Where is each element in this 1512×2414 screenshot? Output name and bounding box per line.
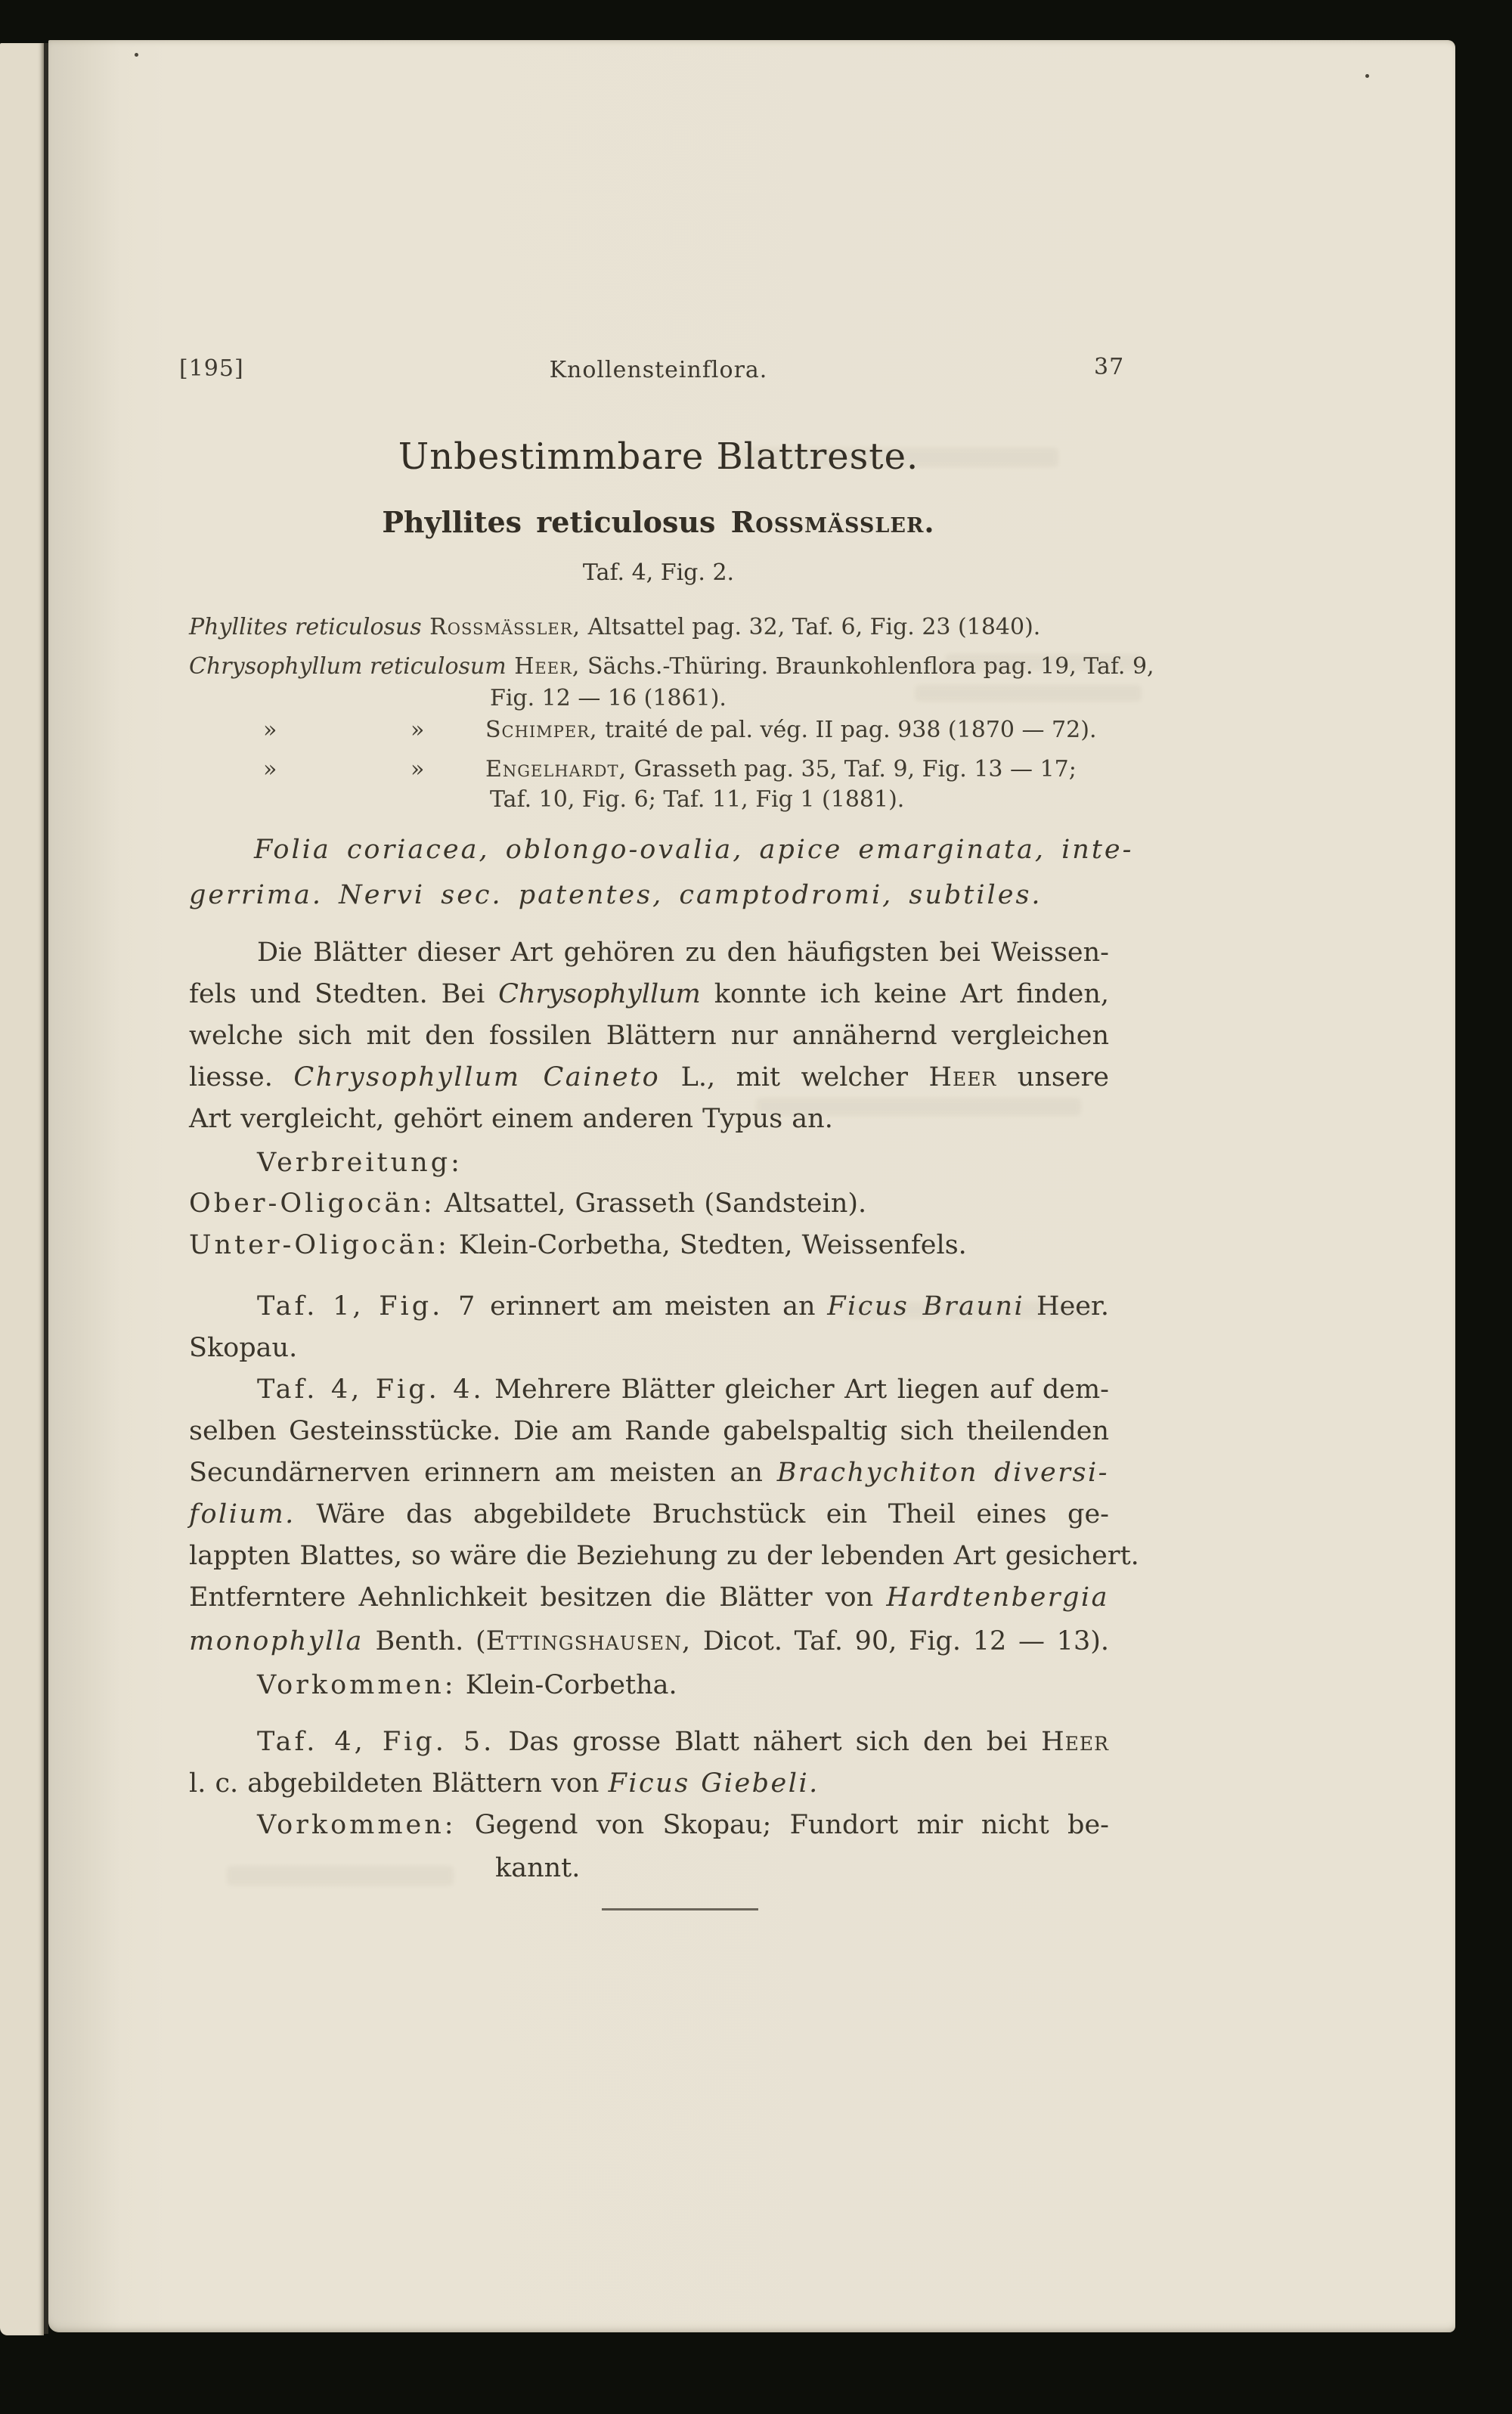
synonym-citation: Altsattel pag. 32, Taf. 6, Fig. 23 (1840).: [581, 614, 1041, 640]
author-name: Heer.: [1024, 1291, 1110, 1322]
body-text: l. c. abgebildeten Blättern von: [189, 1768, 609, 1799]
body-line: [189, 1061, 1109, 1095]
body-text: Wäre das abgebildete Bruchstück ein Theil eines ge-: [295, 1499, 1109, 1529]
synonym-taxon: Phyllites reticulosus: [189, 614, 422, 640]
synonym-taxon: Chrysophyllum reticulosum: [189, 653, 507, 680]
taxon-name: Chrysophyllum Caineto: [293, 1062, 661, 1092]
distribution-line: [189, 1229, 967, 1263]
distribution-line: [189, 1188, 866, 1221]
paper-speck: [135, 53, 138, 57]
stratum-label: Ober-Oligocän:: [189, 1188, 435, 1219]
taxon-name: Ficus Brauni: [827, 1291, 1025, 1322]
showthrough-artifact: [227, 1866, 454, 1886]
showthrough-artifact: [915, 685, 1142, 702]
author-name: Heer: [928, 1062, 997, 1092]
taxon-name: Hardtenbergia: [886, 1582, 1109, 1613]
running-title: Knollensteinflora.: [549, 357, 768, 383]
synonym-citation: [485, 717, 1096, 743]
synonym-citation: [485, 756, 1077, 782]
body-line: [257, 1291, 1109, 1324]
distribution-heading: Verbreitung:: [257, 1148, 463, 1178]
body-line: [189, 1768, 820, 1801]
taxon-name: monophylla: [189, 1626, 364, 1656]
body-line: Skopau.: [189, 1333, 298, 1363]
body-text: Das grosse Blatt nähert sich den bei: [494, 1727, 1042, 1757]
diagnosis-line: gerrima. Nervi sec. patentes, camptodromi, subtiles.: [189, 880, 1043, 910]
ditto-mark: »: [411, 717, 425, 743]
taxon-name: folium.: [189, 1499, 296, 1529]
body-text: liesse.: [189, 1062, 294, 1092]
synonym-author: Rossmässler,: [421, 614, 581, 640]
body-text: Dicot. Taf. 90, Fig. 12 — 13).: [691, 1626, 1109, 1656]
locality-list: Klein-Corbetha, Stedten, Weissenfels.: [449, 1230, 967, 1260]
synonym-citation-text: traité de pal. vég. II pag. 938 (1870 — 72).: [597, 717, 1097, 743]
body-line: [189, 1625, 1109, 1659]
body-line: kannt.: [495, 1853, 581, 1883]
occurrence-line: [257, 1669, 677, 1703]
synonymy-line: [263, 756, 1077, 782]
body-text: fels und Stedten. Bei: [189, 979, 499, 1009]
plate-reference: Taf. 1, Fig. 7: [257, 1291, 479, 1322]
body-text: L., mit welcher: [660, 1062, 929, 1092]
ditto-mark: »: [411, 756, 425, 782]
occurrence-label: Vorkommen:: [257, 1670, 457, 1700]
synonymy-line: [189, 614, 1040, 640]
body-text: Secundärnerven erinnern am meisten an: [189, 1458, 777, 1488]
synonym-author: Heer,: [506, 653, 581, 680]
synonym-author: Engelhardt,: [485, 756, 627, 782]
body-line: [189, 1498, 1109, 1532]
body-text: konnte ich keine Art finden,: [700, 979, 1109, 1009]
author-name: Ettingshausen,: [485, 1626, 692, 1656]
occurrence-label: Vorkommen:: [257, 1810, 457, 1840]
synonymy-line-continuation: Taf. 10, Fig. 6; Taf. 11, Fig 1 (1881).: [490, 786, 905, 813]
book-page: [48, 40, 1455, 2332]
body-line: [189, 978, 1109, 1012]
body-line: selben Gesteinsstücke. Die am Rande gabelspaltig sich theilenden: [189, 1416, 1109, 1446]
stratum-label: Unter-Oligocän:: [189, 1230, 450, 1260]
body-text: Benth. (: [363, 1626, 486, 1656]
body-line: [189, 1457, 1109, 1490]
synonym-citation: Sächs.-Thüring. Braunkohlenflora pag. 19, Taf. 9,: [580, 653, 1154, 680]
body-text: erinnert am meisten an: [478, 1291, 828, 1322]
body-text: Entferntere Aehnlichkeit besitzen die Blätter von: [189, 1582, 887, 1613]
locality-list: Klein-Corbetha.: [456, 1670, 677, 1700]
body-line: [257, 1726, 1109, 1759]
synonymy-line: [263, 717, 1097, 743]
body-line: welche sich mit den fossilen Blättern nur annähernd vergleichen: [189, 1021, 1109, 1051]
occurrence-line: [257, 1809, 1109, 1842]
species-name: Phyllites reticulosus: [382, 505, 716, 539]
body-line: lappten Blattes, so wäre die Beziehung zu der lebenden Art gesichert.: [189, 1541, 1139, 1571]
body-text: Mehrere Blätter gleicher Art liegen auf dem-: [484, 1374, 1110, 1405]
body-line: [257, 1374, 1109, 1407]
species-heading: [181, 505, 1136, 539]
plate-reference: Taf. 4, Fig. 5.: [257, 1727, 495, 1757]
body-line: Art vergleicht, gehört einem anderen Typus an.: [189, 1104, 833, 1134]
author-name: Heer: [1041, 1727, 1109, 1757]
figure-reference: Taf. 4, Fig. 2.: [582, 559, 735, 586]
taxon-name: Brachychiton diversi-: [776, 1458, 1109, 1488]
paper-speck: [1365, 74, 1369, 78]
taxon-name: Chrysophyllum: [498, 979, 701, 1009]
page-number: 37: [1094, 354, 1125, 380]
adjacent-page-edge: [0, 43, 44, 2335]
plate-reference: Taf. 4, Fig. 4.: [257, 1374, 485, 1405]
synonymy-line-continuation: Fig. 12 — 16 (1861).: [490, 685, 727, 711]
synonym-author: Schimper,: [485, 717, 598, 743]
body-text: Gegend von Skopau; Fundort mir nicht be-: [456, 1810, 1109, 1840]
synonymy-line: [189, 653, 1154, 680]
section-divider-rule: [602, 1908, 758, 1910]
section-title: Unbestimmbare Blattreste.: [398, 435, 919, 478]
page-signature-number: [195]: [179, 355, 244, 382]
diagnosis-line: Folia coriacea, oblongo-ovalia, apice emarginata, inte-: [254, 835, 1134, 865]
taxon-name: Ficus Giebeli.: [608, 1768, 820, 1799]
ditto-mark: »: [263, 717, 277, 743]
body-text: unsere: [996, 1062, 1109, 1092]
body-line: [189, 1582, 1109, 1615]
species-author: Rossmässler.: [715, 505, 935, 539]
body-line: Die Blätter dieser Art gehören zu den häufigsten bei Weissen-: [257, 937, 1109, 968]
synonym-citation-text: Grasseth pag. 35, Taf. 9, Fig. 13 — 17;: [627, 756, 1077, 782]
ditto-mark: »: [263, 756, 277, 782]
locality-list: Altsattel, Grasseth (Sandstein).: [435, 1188, 867, 1219]
